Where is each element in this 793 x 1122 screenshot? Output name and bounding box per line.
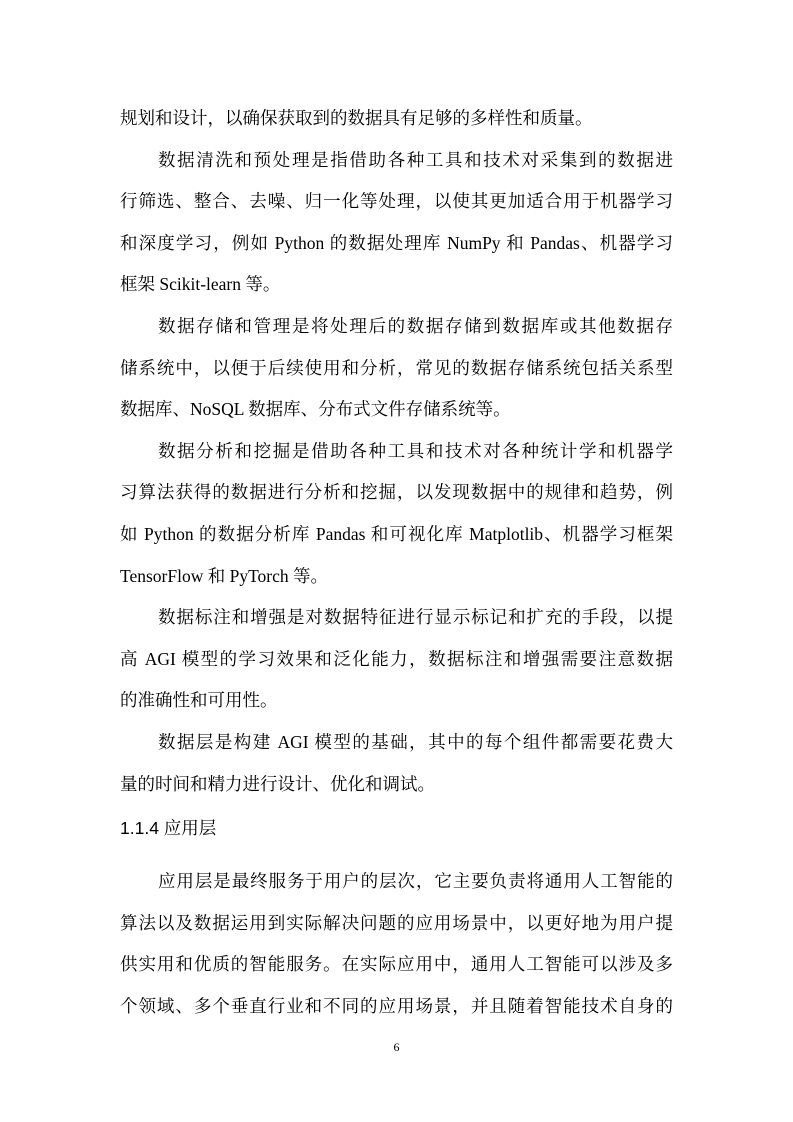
text-line: 行筛选、整合、去噪、归一化等处理，以使其更加适合用于机器学习 <box>120 191 673 212</box>
text-line: 储系统中，以便于后续使用和分析，常见的数据存储系统包括关系型 <box>120 357 673 378</box>
text-line: 的准确性和可用性。 <box>120 690 278 711</box>
text-line: 习算法获得的数据进行分析和挖掘，以发现数据中的规律和趋势，例 <box>120 482 673 503</box>
document-body <box>120 102 673 1031</box>
text-line: 数据标注和增强是对数据特征进行显示标记和扩充的手段，以提 <box>158 607 673 628</box>
paragraph <box>120 601 673 726</box>
text-line: 个领域、多个垂直行业和不同的应用场景，并且随着智能技术自身的 <box>120 995 673 1016</box>
paragraph <box>120 726 673 809</box>
text-line: 框架 Scikit-learn 等。 <box>120 274 281 295</box>
page-number: 6 <box>393 1040 400 1054</box>
text-line: 数据层是构建 AGI 模型的基础，其中的每个组件都需要花费大 <box>158 731 673 752</box>
paragraph <box>120 435 673 601</box>
section-heading: 1.1.4 应用层 <box>120 818 217 839</box>
text-line: 数据库、NoSQL 数据库、分布式文件存储系统等。 <box>120 399 511 420</box>
text-line: 规划和设计，以确保获取到的数据具有足够的多样性和质量。 <box>120 108 593 128</box>
text-line: 数据分析和挖掘是借助各种工具和技术对各种统计学和机器学 <box>158 440 673 461</box>
text-line: 应用层是最终服务于用户的层次，它主要负责将通用人工智能的 <box>158 871 673 892</box>
text-line: 量的时间和精力进行设计、优化和调试。 <box>120 773 435 794</box>
paragraph <box>120 102 673 144</box>
text-line: TensorFlow 和 PyTorch 等。 <box>120 565 329 586</box>
text-line: 和深度学习，例如 Python 的数据处理库 NumPy 和 Pandas、机器学习 <box>120 232 673 253</box>
text-line: 供实用和优质的智能服务。在实际应用中，通用人工智能可以涉及多 <box>120 954 673 975</box>
text-line: 如 Python 的数据分析库 Pandas 和可视化库 Matplotlib、机器学习框架 <box>120 523 673 544</box>
paragraph <box>120 865 673 1031</box>
text-line: 数据清洗和预处理是指借助各种工具和技术对采集到的数据进 <box>158 149 673 170</box>
text-line: 数据存储和管理是将处理后的数据存储到数据库或其他数据存 <box>158 315 673 336</box>
paragraph <box>120 310 673 435</box>
paragraph <box>120 144 673 310</box>
text-line: 算法以及数据运用到实际解决问题的应用场景中，以更好地为用户提 <box>120 912 673 933</box>
text-line: 高 AGI 模型的学习效果和泛化能力，数据标注和增强需要注意数据 <box>120 648 673 669</box>
